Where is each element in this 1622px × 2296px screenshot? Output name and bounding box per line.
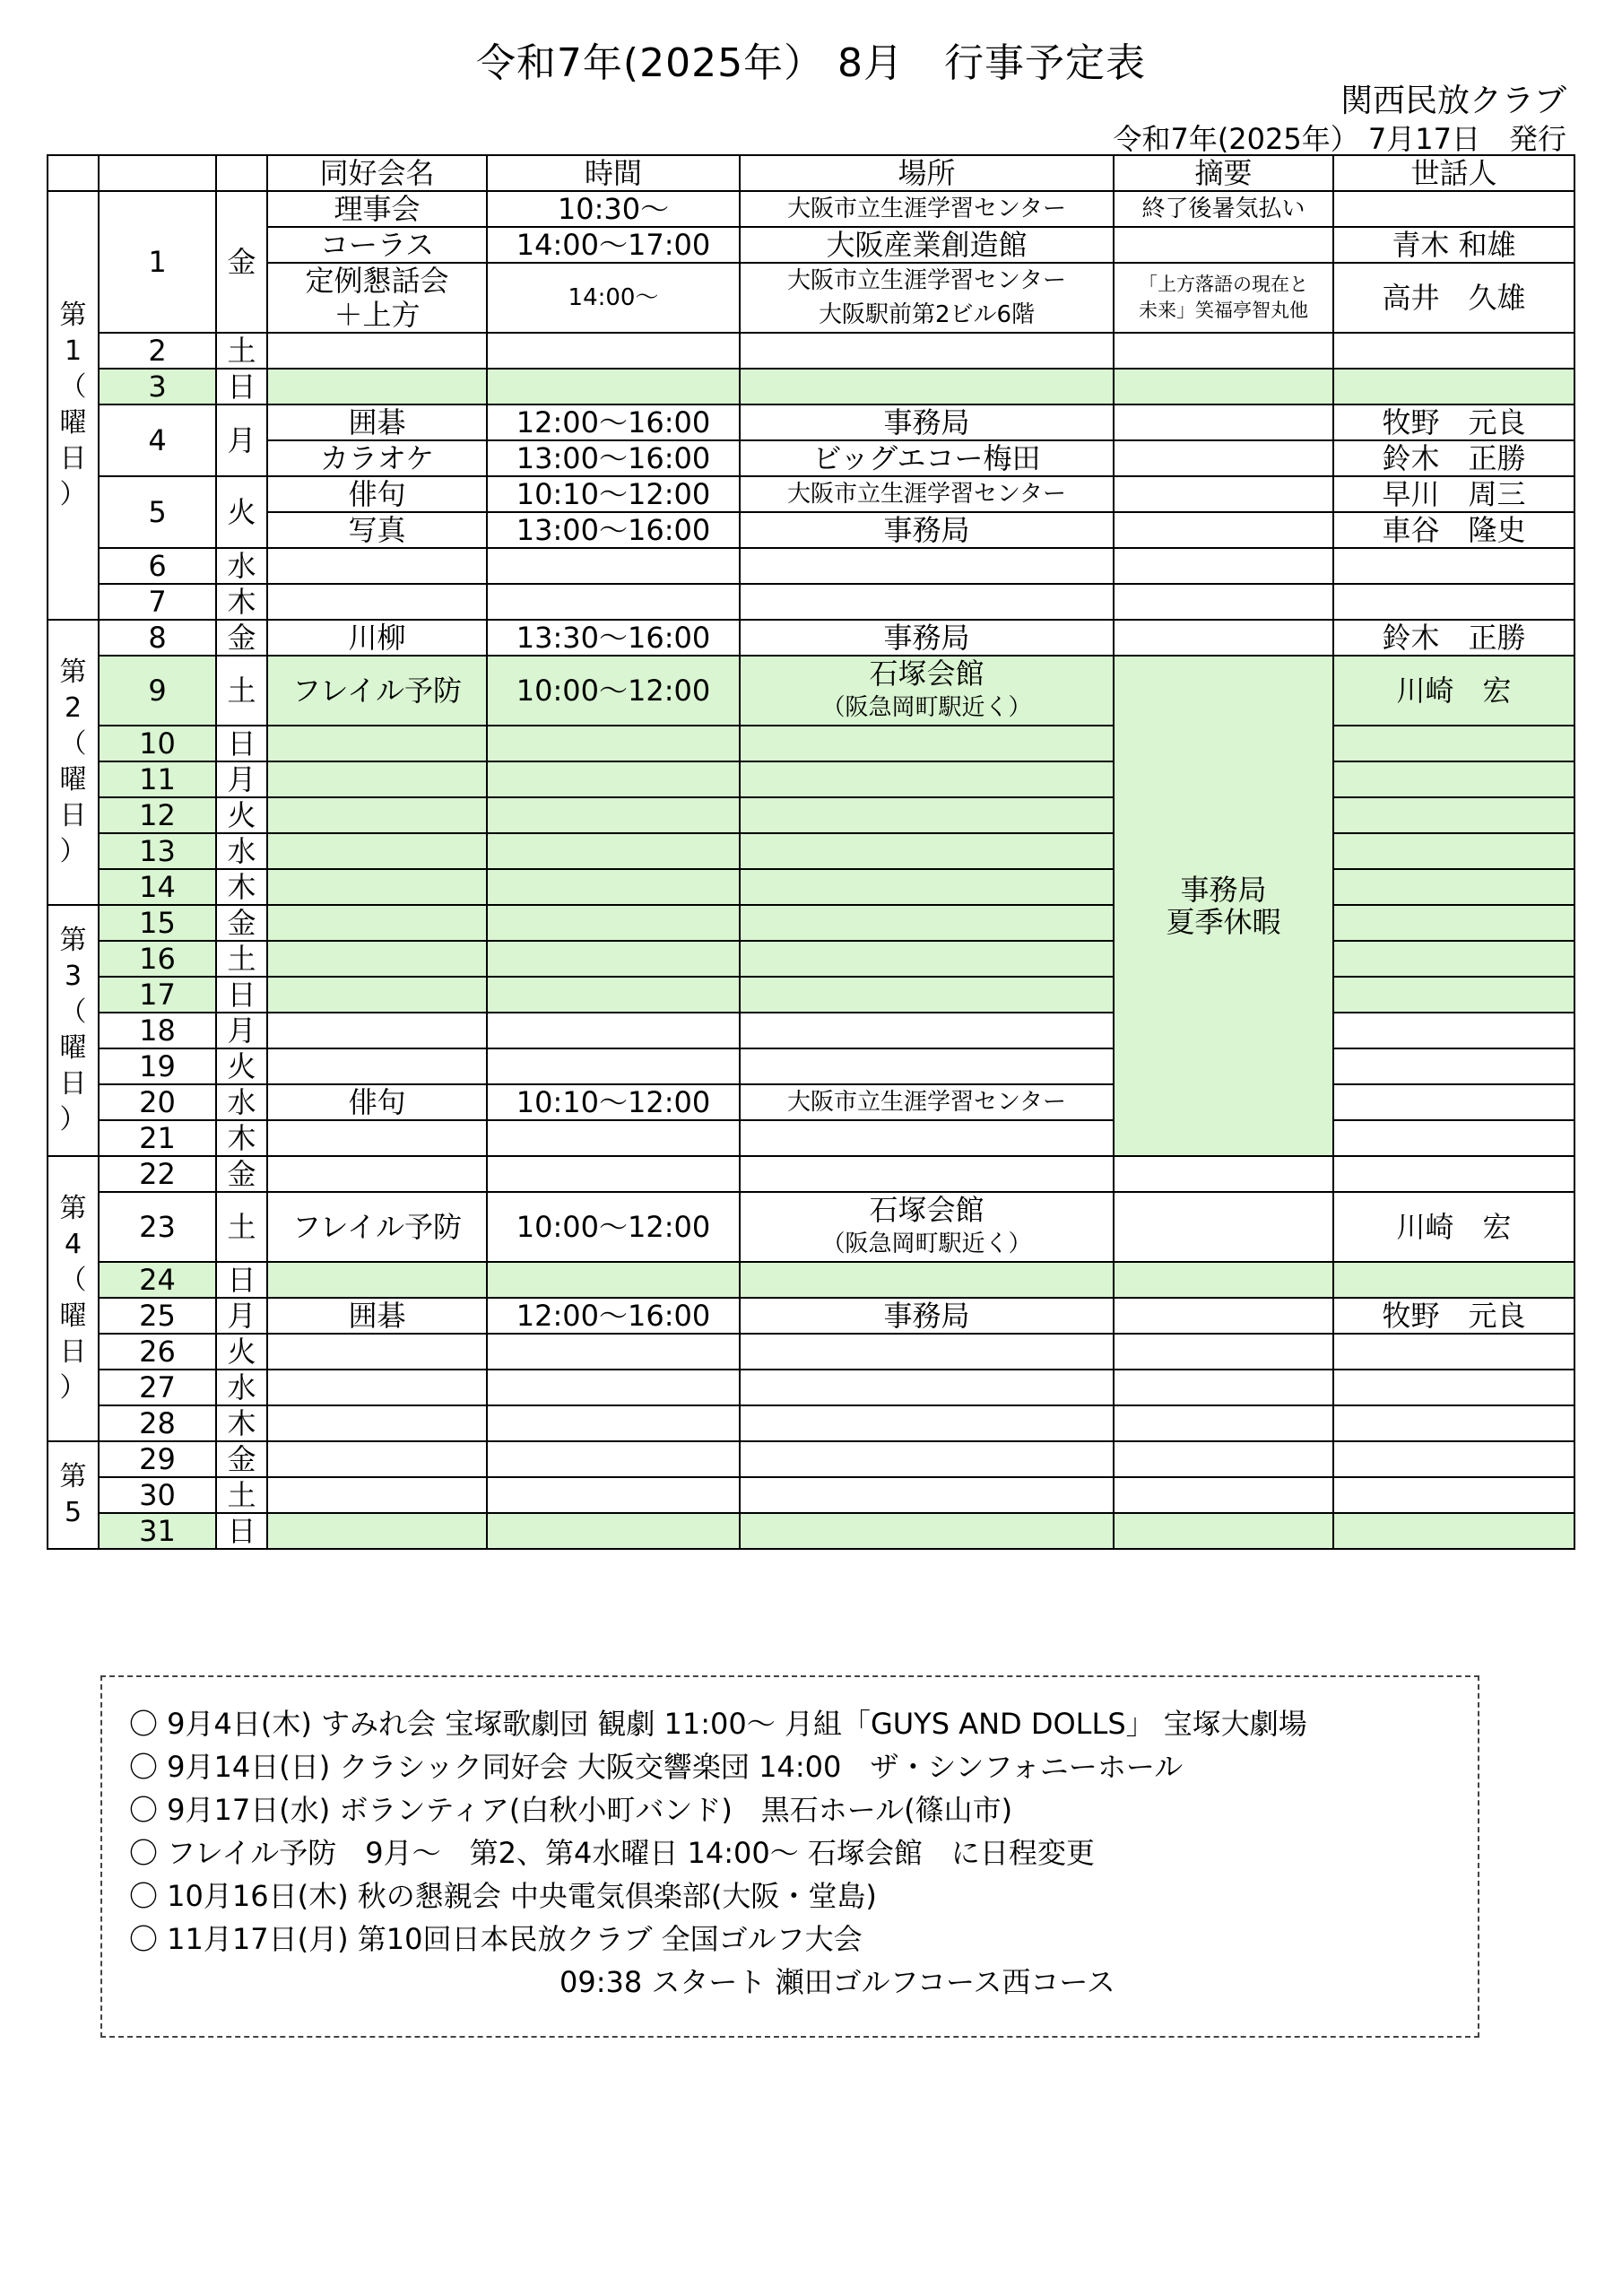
weekday: 金 (216, 905, 267, 941)
day-number: 26 (99, 1334, 216, 1370)
club-name: コーラス (267, 227, 487, 263)
table-row (48, 1298, 1574, 1334)
week-3-label: 第 3 （ 曜 日 ） (48, 905, 99, 1156)
table-row (48, 905, 1574, 941)
weekday: 水 (216, 1370, 267, 1405)
day-number: 22 (99, 1156, 216, 1192)
time: 12:00～16:00 (487, 404, 740, 440)
place: 大阪市立生涯学習センター (740, 1084, 1114, 1120)
table-row (48, 191, 1574, 227)
time: 13:30～16:00 (487, 620, 740, 656)
person: 早川 周三 (1333, 476, 1574, 512)
time: 13:00～16:00 (487, 440, 740, 476)
place: 大阪市立生涯学習センター (740, 476, 1114, 512)
person: 鈴木 正勝 (1333, 620, 1574, 656)
week-1-label: 第 1 （ 曜 日 ） (48, 191, 99, 620)
note-item: 〇 9月4日(木) すみれ会 宝塚歌劇団 観劇 11:00～ 月組「GUYS AND DOLLS」 宝塚大劇場 (129, 1707, 1307, 1741)
club-name: 定例懇話会 ＋上方 (267, 263, 487, 333)
time: 14:00～17:00 (487, 227, 740, 263)
weekday: 月 (216, 1298, 267, 1334)
note-item: 〇 11月17日(月) 第10回日本民放クラブ 全国ゴルフ大会 (129, 1922, 863, 1956)
weekday: 火 (216, 797, 267, 833)
note (1114, 440, 1333, 476)
table-row (48, 1477, 1574, 1513)
weekday: 土 (216, 1192, 267, 1262)
note (1114, 227, 1333, 263)
header-note: 摘要 (1114, 155, 1333, 191)
day-number: 24 (99, 1262, 216, 1298)
weekday: 水 (216, 548, 267, 584)
day-number: 10 (99, 726, 216, 761)
weekday: 水 (216, 1084, 267, 1120)
club-name: フレイル予防 (267, 656, 487, 726)
weekday: 木 (216, 584, 267, 620)
weekday: 月 (216, 404, 267, 476)
header-club: 同好会名 (267, 155, 487, 191)
note (1114, 620, 1333, 656)
day-number: 20 (99, 1084, 216, 1120)
table-row (48, 941, 1574, 977)
note-item: 〇 9月17日(水) ボランティア(白秋小町バンド) 黒石ホール(篠山市) (129, 1793, 1013, 1827)
table-row (48, 1513, 1574, 1549)
person: 牧野 元良 (1333, 404, 1574, 440)
day-number: 30 (99, 1477, 216, 1513)
person: 牧野 元良 (1333, 1298, 1574, 1334)
weekday: 木 (216, 1120, 267, 1156)
notes-box (100, 1675, 1479, 2038)
weekday: 土 (216, 941, 267, 977)
place: ビッグエコー梅田 (740, 440, 1114, 476)
place: 事務局 (740, 1298, 1114, 1334)
day-number: 1 (99, 191, 216, 333)
place: 事務局 (740, 512, 1114, 548)
table-row (48, 1156, 1574, 1192)
note: 終了後暑気払い (1114, 191, 1333, 227)
place: 大阪市立生涯学習センター 大阪駅前第2ビル6階 (740, 263, 1114, 333)
day-number: 11 (99, 761, 216, 797)
time: 14:00～ (487, 263, 740, 333)
weekday: 金 (216, 1156, 267, 1192)
table-row (48, 584, 1574, 620)
day-number: 27 (99, 1370, 216, 1405)
table-row (48, 1405, 1574, 1441)
table-row (48, 440, 1574, 476)
weekday: 金 (216, 1441, 267, 1477)
time: 13:00～16:00 (487, 512, 740, 548)
club-name: 理事会 (267, 191, 487, 227)
weekday: 火 (216, 476, 267, 548)
weekday: 火 (216, 1334, 267, 1370)
table-row (48, 1370, 1574, 1405)
person: 川崎 宏 (1333, 1192, 1574, 1262)
place: 石塚会館 （阪急岡町駅近く） (740, 656, 1114, 726)
weekday: 木 (216, 1405, 267, 1441)
table-row (48, 404, 1574, 440)
club-name: カラオケ (267, 440, 487, 476)
day-number: 14 (99, 869, 216, 905)
table-header-row (48, 155, 1574, 191)
day-number: 29 (99, 1441, 216, 1477)
office-summer-holiday: 事務局 夏季休暇 (1114, 656, 1333, 1156)
table-row (48, 548, 1574, 584)
header-place: 場所 (740, 155, 1114, 191)
table-row (48, 1084, 1574, 1120)
day-number: 7 (99, 584, 216, 620)
table-row (48, 227, 1574, 263)
weekday: 日 (216, 726, 267, 761)
schedule-table (47, 154, 1575, 1550)
day-number: 19 (99, 1048, 216, 1084)
page-title: 令和7年(2025年） 8月 行事予定表 (475, 40, 1147, 86)
person (1333, 191, 1574, 227)
weekday: 火 (216, 1048, 267, 1084)
table-row (48, 512, 1574, 548)
note-item: 〇 9月14日(日) クラシック同好会 大阪交響楽団 14:00 ザ・シンフォニーホール (129, 1750, 1184, 1784)
place: 事務局 (740, 620, 1114, 656)
weekday: 日 (216, 1262, 267, 1298)
person: 鈴木 正勝 (1333, 440, 1574, 476)
table-row (48, 1441, 1574, 1477)
weekday: 日 (216, 369, 267, 404)
day-number: 17 (99, 977, 216, 1013)
week-4-label: 第 4 （ 曜 日 ） (48, 1156, 99, 1441)
day-number: 23 (99, 1192, 216, 1262)
note (1114, 476, 1333, 512)
club-name: 俳句 (267, 476, 487, 512)
header-blank (216, 155, 267, 191)
week-5-label: 第 5 (48, 1441, 99, 1549)
table-row (48, 726, 1574, 761)
note (1114, 512, 1333, 548)
table-row (48, 797, 1574, 833)
table-row (48, 1120, 1574, 1156)
weekday: 土 (216, 656, 267, 726)
weekday: 日 (216, 1513, 267, 1549)
table-row (48, 869, 1574, 905)
table-row (48, 1048, 1574, 1084)
table-row (48, 1262, 1574, 1298)
club-name: 囲碁 (267, 1298, 487, 1334)
table-row (48, 761, 1574, 797)
time: 10:30～ (487, 191, 740, 227)
weekday: 月 (216, 1013, 267, 1048)
day-number: 2 (99, 333, 216, 369)
weekday: 金 (216, 620, 267, 656)
day-number: 9 (99, 656, 216, 726)
day-number: 3 (99, 369, 216, 404)
note (1333, 1084, 1574, 1120)
day-number: 28 (99, 1405, 216, 1441)
time: 10:10～12:00 (487, 476, 740, 512)
week-2-label: 第 2 （ 曜 日 ） (48, 620, 99, 905)
day-number: 8 (99, 620, 216, 656)
place: 石塚会館 （阪急岡町駅近く） (740, 1192, 1114, 1262)
organization-name: 関西民放クラブ (1340, 83, 1566, 119)
weekday: 日 (216, 977, 267, 1013)
club-name: 囲碁 (267, 404, 487, 440)
note (1114, 1298, 1333, 1334)
day-number: 4 (99, 404, 216, 476)
day-number: 31 (99, 1513, 216, 1549)
day-number: 6 (99, 548, 216, 584)
club-name: 川柳 (267, 620, 487, 656)
note: 「上方落語の現在と 未来」笑福亭智丸他 (1114, 263, 1333, 333)
day-number: 21 (99, 1120, 216, 1156)
table-row (48, 476, 1574, 512)
club-name: フレイル予防 (267, 1192, 487, 1262)
person: 車谷 隆史 (1333, 512, 1574, 548)
weekday: 月 (216, 761, 267, 797)
note-item: 〇 フレイル予防 9月～ 第2、第4水曜日 14:00～ 石塚会館 に日程変更 (129, 1836, 1095, 1870)
person: 川崎 宏 (1333, 656, 1574, 726)
issue-date: 令和7年(2025年） 7月17日 発行 (1113, 122, 1566, 156)
day-number: 5 (99, 476, 216, 548)
table-row (48, 333, 1574, 369)
day-number: 15 (99, 905, 216, 941)
header-person: 世話人 (1333, 155, 1574, 191)
day-number: 13 (99, 833, 216, 869)
time: 12:00～16:00 (487, 1298, 740, 1334)
club-name: 俳句 (267, 1084, 487, 1120)
person: 高井 久雄 (1333, 263, 1574, 333)
table-row (48, 1334, 1574, 1370)
header-blank (99, 155, 216, 191)
weekday: 金 (216, 191, 267, 333)
table-row (48, 620, 1574, 656)
table-row (48, 833, 1574, 869)
place: 大阪市立生涯学習センター (740, 191, 1114, 227)
table-row (48, 977, 1574, 1013)
day-number: 25 (99, 1298, 216, 1334)
weekday: 木 (216, 869, 267, 905)
header-blank (48, 155, 99, 191)
place: 大阪産業創造館 (740, 227, 1114, 263)
day-number: 18 (99, 1013, 216, 1048)
time: 10:10～12:00 (487, 1084, 740, 1120)
weekday: 土 (216, 1477, 267, 1513)
note (1114, 1192, 1333, 1262)
club-name: 写真 (267, 512, 487, 548)
note-item: 〇 10月16日(木) 秋の懇親会 中央電気倶楽部(大阪・堂島) (129, 1879, 877, 1913)
place: 事務局 (740, 404, 1114, 440)
weekday: 水 (216, 833, 267, 869)
weekday: 土 (216, 333, 267, 369)
day-number: 12 (99, 797, 216, 833)
note (1114, 404, 1333, 440)
time: 10:00～12:00 (487, 1192, 740, 1262)
note-item-continued: 09:38 スタート 瀬田ゴルフコース西コース (559, 1965, 1115, 1999)
table-row (48, 369, 1574, 404)
person: 青木 和雄 (1333, 227, 1574, 263)
time: 10:00～12:00 (487, 656, 740, 726)
table-row (48, 1013, 1574, 1048)
day-number: 16 (99, 941, 216, 977)
header-time: 時間 (487, 155, 740, 191)
